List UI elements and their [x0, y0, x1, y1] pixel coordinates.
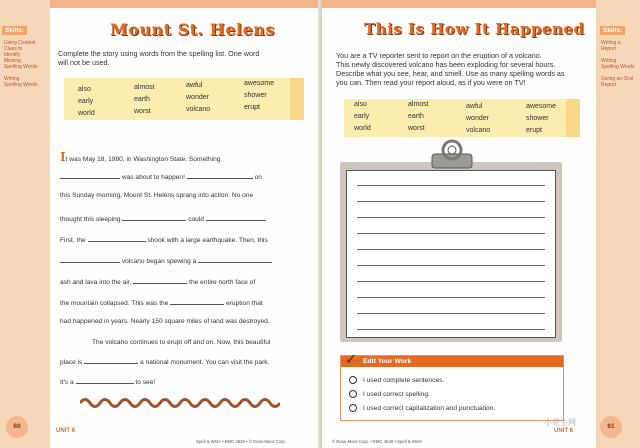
checkmark-icon: ✓ — [345, 351, 357, 367]
answer-blank[interactable] — [206, 213, 266, 221]
writing-line — [357, 249, 545, 250]
instruction-line: Complete the story using words from the spelling list. One word — [58, 49, 260, 58]
skill-line: Spelling Words — [601, 64, 635, 70]
page-number: 60 — [6, 416, 28, 438]
checkbox-circle-icon[interactable] — [349, 404, 357, 412]
writing-line — [357, 313, 545, 314]
drop-cap: I — [60, 150, 66, 164]
story-line: the mountain collapsed. This was the eruption that — [60, 297, 263, 307]
spelling-word: early — [78, 98, 94, 105]
answer-blank[interactable] — [60, 171, 120, 179]
story-line: It's a to see! — [60, 376, 155, 386]
answer-blank[interactable] — [60, 255, 120, 263]
story-line: It was May 18, 1980, in Washington State. Something — [60, 150, 221, 164]
skill-line: Identify — [4, 52, 21, 58]
unit-label: UNIT 6 — [56, 428, 76, 434]
instruction-line: will not be used. — [58, 58, 110, 67]
spelling-word: earth — [408, 113, 424, 120]
answer-blank[interactable] — [170, 297, 224, 305]
skill-line: Report — [601, 82, 617, 88]
spelling-word: wonder — [466, 115, 489, 122]
spelling-word: erupt — [526, 127, 542, 134]
clipboard — [340, 162, 562, 342]
spelling-word: early — [354, 113, 370, 120]
spelling-word: shower — [244, 92, 267, 99]
skill-line: Spelling Words — [4, 82, 38, 88]
spelling-word: volcano — [186, 106, 211, 113]
story-line: thought this sleeping could — [60, 213, 266, 223]
answer-blank[interactable] — [198, 255, 272, 263]
edit-header — [341, 351, 563, 367]
answer-blank[interactable] — [76, 376, 134, 384]
story-line: First, the shook with a large earthquake. Then, this — [60, 234, 268, 244]
story-line: had happened in years. Nearly 150 square miles of land was destroyed. — [60, 318, 270, 325]
skills-label: Skills: — [2, 26, 27, 35]
skill-line: Writing — [4, 76, 20, 82]
writing-line — [357, 233, 545, 234]
instruction-line: You are a TV reporter sent to report on the eruption of a volcano. — [336, 51, 542, 60]
edit-your-work-box — [340, 351, 564, 421]
spelling-word-box — [344, 99, 580, 137]
spelling-word: awful — [466, 103, 483, 110]
footer-text: © Evan-Moor Corp. • EMC 4540 • Spell & Write — [332, 439, 422, 444]
story-line: place is a national monument. You can visit the park. — [60, 356, 269, 366]
spelling-word: worst — [134, 108, 151, 115]
spelling-word: awful — [186, 82, 203, 89]
instruction-line: Describe what you see, hear, and smell. Use as many spelling words as — [336, 69, 565, 78]
checklist-item[interactable]: I used complete sentences. — [349, 376, 444, 384]
spelling-word: world — [78, 110, 95, 117]
instruction-line: you can. Then read your report aloud, as if you were on TV! — [336, 78, 526, 87]
skill-line: Giving an Oral — [601, 76, 633, 82]
checkbox-circle-icon[interactable] — [349, 390, 357, 398]
skill-line: Writing a — [601, 40, 621, 46]
skill-line: Using Context — [4, 40, 36, 46]
page-title: Mount St. Helens — [110, 20, 275, 39]
writing-line — [357, 185, 545, 186]
spelling-word: erupt — [244, 104, 260, 111]
clip-icon — [428, 138, 476, 172]
spelling-word: earth — [134, 96, 150, 103]
story-line: this Sunday morning, Mount St. Helens sprang into action. No one — [60, 192, 254, 199]
answer-blank[interactable] — [187, 171, 253, 179]
left-skills-sidebar — [0, 0, 50, 448]
writing-line — [357, 281, 545, 282]
page-title: This Is How It Happened — [364, 20, 585, 38]
spelling-word: volcano — [466, 127, 491, 134]
writing-line — [357, 217, 545, 218]
spelling-word: also — [78, 86, 91, 93]
instruction-line: This newly discovered volcano has been exploding for several hours. — [336, 60, 556, 69]
skill-line: Clues to — [4, 46, 23, 52]
spelling-word: wonder — [186, 94, 209, 101]
watermark: 小花生网 — [544, 418, 576, 427]
right-page — [322, 0, 640, 448]
unit-label: UNIT 6 — [554, 428, 574, 434]
answer-blank[interactable] — [133, 276, 187, 284]
page-number: 61 — [600, 416, 622, 438]
spelling-word: shower — [526, 115, 549, 122]
skill-line: Writing — [601, 58, 617, 64]
writing-line — [357, 329, 545, 330]
spelling-word: world — [354, 125, 371, 132]
top-strip — [322, 0, 640, 8]
skill-line: Spelling Words — [4, 64, 38, 70]
decorative-braid — [80, 396, 280, 410]
skill-line: Missing — [4, 58, 21, 64]
spelling-word: awesome — [244, 80, 274, 87]
spelling-word: almost — [134, 84, 155, 91]
answer-blank[interactable] — [122, 213, 186, 221]
story-line: The volcano continues to erupt off and on. Now, this beautiful — [92, 339, 271, 346]
spelling-word: also — [354, 101, 367, 108]
writing-line — [357, 297, 545, 298]
spelling-word: almost — [408, 101, 429, 108]
story-line: volcano began spewing a — [60, 255, 272, 265]
writing-line — [357, 201, 545, 202]
writing-line — [357, 265, 545, 266]
edit-title: Edit Your Work — [363, 357, 412, 365]
skills-label: Skills: — [600, 26, 625, 35]
right-skills-sidebar — [596, 0, 640, 448]
skill-line: Report — [601, 46, 617, 52]
checklist-item[interactable]: I used correct capitalization and punctuation. — [349, 404, 495, 412]
checklist-item[interactable]: I used correct spelling. — [349, 390, 430, 398]
writing-area[interactable] — [346, 170, 556, 338]
spelling-word: awesome — [526, 103, 556, 110]
checkbox-circle-icon[interactable] — [349, 376, 357, 384]
spelling-word-box — [64, 78, 304, 120]
footer-text: Spell & Write • EMC 4540 • © Evan-Moor Corp. — [196, 439, 286, 444]
story-line: was about to happen! on — [60, 171, 262, 181]
story-line: ash and lava into the air. the entire north face of — [60, 276, 255, 286]
answer-blank[interactable] — [84, 356, 138, 364]
answer-blank[interactable] — [88, 234, 146, 242]
spelling-word: worst — [408, 125, 425, 132]
